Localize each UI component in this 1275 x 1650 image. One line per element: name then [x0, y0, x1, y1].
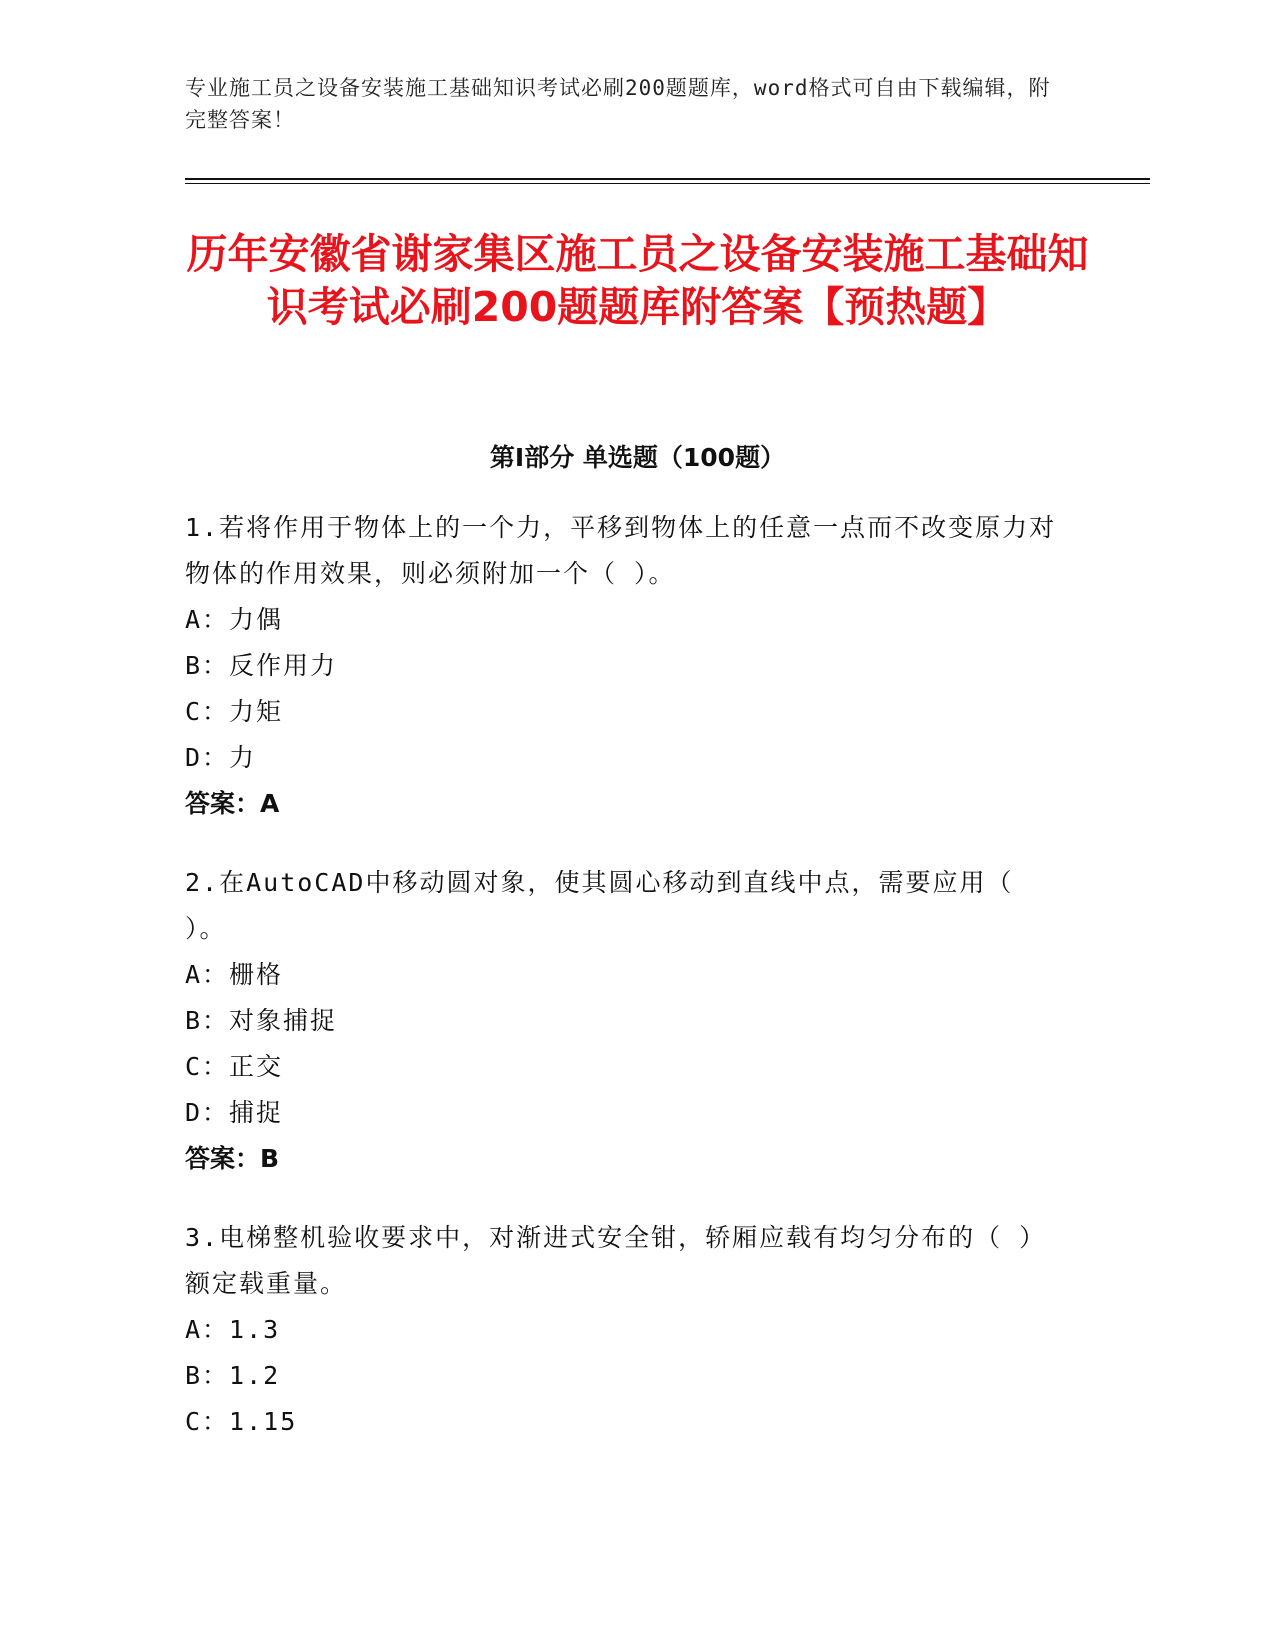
option-d: D：捕捉: [185, 1098, 284, 1127]
question-1: [185, 505, 1065, 827]
option-b: B：1.2: [185, 1361, 281, 1390]
option-d: D：力: [185, 743, 257, 772]
question-text: 2.在AutoCAD中移动圆对象，使其圆心移动到直线中点，需要应用（ ）。: [185, 868, 1014, 943]
answer: 答案：A: [185, 789, 280, 818]
option-c: C：力矩: [185, 697, 284, 726]
option-a: A：1.3: [185, 1315, 281, 1344]
header-rule-thin: [185, 183, 1150, 184]
header-rule-thick: [185, 178, 1150, 180]
option-c: C：1.15: [185, 1407, 298, 1436]
option-a: A：栅格: [185, 960, 284, 989]
answer: 答案：B: [185, 1144, 280, 1173]
header-note: 专业施工员之设备安装施工基础知识考试必刷200题题库，word格式可自由下载编辑，附完整答案！: [185, 76, 1051, 132]
question-2: [185, 860, 1065, 1182]
question-3: [185, 1215, 1065, 1445]
option-b: B：反作用力: [185, 651, 338, 680]
option-a: A：力偶: [185, 605, 284, 634]
section-title: 第I部分 单选题（100题）: [489, 443, 786, 472]
option-c: C：正交: [185, 1052, 284, 1081]
option-b: B：对象捕捉: [185, 1006, 338, 1035]
question-text: 1.若将作用于物体上的一个力，平移到物体上的任意一点而不改变原力对物体的作用效果，则必须附加一个（ ）。: [185, 513, 1057, 588]
document-title: 历年安徽省谢家集区施工员之设备安装施工基础知识考试必刷200题题库附答案【预热题】: [186, 230, 1089, 331]
question-text: 3.电梯整机验收要求中，对渐进式安全钳，轿厢应载有均匀分布的（ ）额定载重量。: [185, 1223, 1047, 1298]
